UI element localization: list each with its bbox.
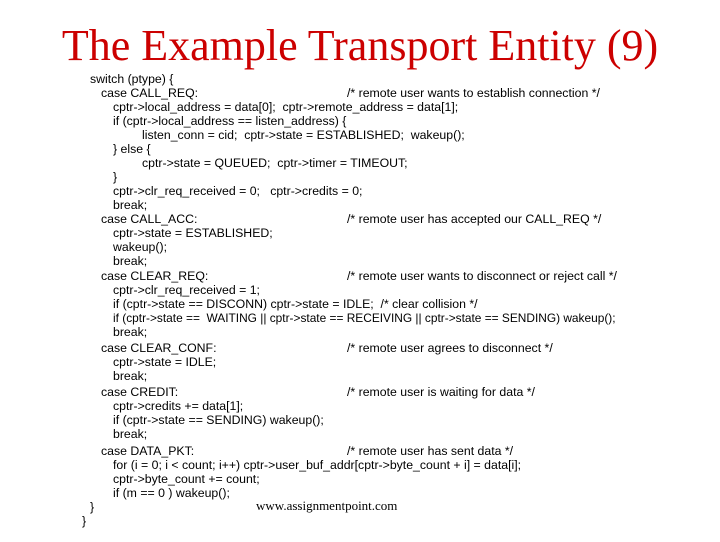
code-comment: /* remote user wants to disconnect or reject call */ [347,269,617,283]
slide-title: The Example Transport Entity (9) [61,21,659,70]
code-comment: /* remote user has sent data */ [347,444,514,458]
code-line: } else { [113,142,151,156]
code-comment: /* remote user agrees to disconnect */ [347,341,553,355]
code-line: cptr->byte_count += count; [113,472,260,486]
code-line: } [113,170,118,184]
code-line: case CREDIT: [101,385,179,399]
code-line: break; [113,254,148,268]
code-line: case DATA_PKT: [101,444,195,458]
code-line: cptr->state = QUEUED; cptr->timer = TIMEOUT; [142,156,408,170]
code-line: cptr->credits += data[1]; [113,399,244,413]
code-line: break; [113,325,148,339]
code-line: if (m == 0 ) wakeup(); [113,486,230,500]
code-line: switch (ptype) { [90,72,174,86]
code-line: cptr->state = ESTABLISHED; [113,226,273,240]
code-line: break; [113,198,148,212]
code-line: for (i = 0; i < count; i++) cptr->user_buf_addr[cptr->byte_count + i] = data[i]; [113,458,522,472]
code-line: wakeup(); [113,240,167,254]
code-listing [0,72,720,542]
code-comment: /* remote user is waiting for data */ [347,385,535,399]
code-line: case CLEAR_REQ: [101,269,209,283]
code-line: if (cptr->local_address == listen_address) { [113,114,347,128]
code-line: if (cptr->state == SENDING) wakeup(); [113,413,324,427]
code-line: break; [113,369,148,383]
code-line: cptr->clr_req_received = 0; cptr->credits = 0; [113,184,363,198]
footer-url: www.assignmentpoint.com [256,498,398,513]
code-line: case CALL_ACC: [101,212,198,226]
code-line: listen_conn = cid; cptr->state = ESTABLISHED; wakeup(); [142,128,465,142]
code-line: if (cptr->state == DISCONN) cptr->state = IDLE; /* clear collision */ [113,297,478,311]
code-comment: /* remote user has accepted our CALL_REQ */ [347,212,602,226]
code-line: cptr->clr_req_received = 1; [113,283,260,297]
code-line: cptr->local_address = data[0]; cptr->remote_address = data[1]; [113,100,459,114]
code-line: cptr->state = IDLE; [113,355,217,369]
code-line: break; [113,427,148,441]
code-line: } [82,514,87,528]
code-comment: /* remote user wants to establish connection */ [347,86,600,100]
code-line: case CLEAR_CONF: [101,341,217,355]
code-line: if (cptr->state == WAITING || cptr->state == RECEIVING || cptr->state == SENDING) wakeup(); [113,311,616,325]
code-line: case CALL_REQ: [101,86,199,100]
code-line: } [90,500,95,514]
